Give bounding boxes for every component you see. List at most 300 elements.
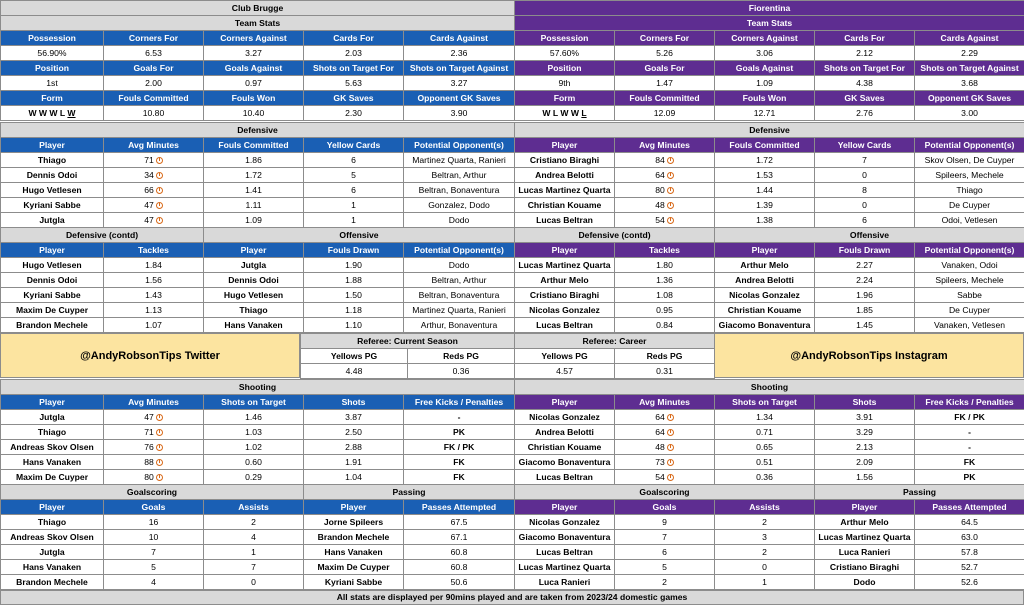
stopwatch-icon — [156, 414, 163, 421]
header-player: Player — [515, 138, 615, 153]
avg-minutes: 64 — [655, 411, 665, 422]
passing-heading: Passing — [304, 485, 515, 500]
tackles: 0.95 — [615, 303, 715, 318]
away-cards-for: 2.12 — [815, 46, 915, 61]
header-player: Player — [715, 243, 815, 258]
header-assists: Assists — [204, 500, 304, 515]
header-player: Player — [1, 500, 104, 515]
potential-opponents: De Cuyper — [915, 303, 1024, 318]
player-name: Andreas Skov Olsen — [1, 530, 104, 545]
table-row — [515, 153, 1024, 168]
player-name: Brandon Mechele — [1, 318, 104, 333]
referee-career-table — [514, 333, 715, 379]
set-pieces: - — [404, 410, 515, 425]
goals: 7 — [615, 530, 715, 545]
career-reds-pg: 0.31 — [615, 364, 715, 379]
player-name: Dodo — [815, 575, 915, 590]
player-name: Arthur Melo — [815, 515, 915, 530]
passes-attempted: 50.6 — [404, 575, 515, 590]
offensive-heading: Offensive — [715, 228, 1024, 243]
avg-minutes: 34 — [144, 169, 154, 180]
avg-minutes-cell — [104, 168, 204, 183]
avg-minutes-cell — [615, 183, 715, 198]
shots-on-target: 0.36 — [715, 470, 815, 485]
player-name: Kyriani Sabbe — [304, 575, 404, 590]
avg-minutes-cell — [615, 213, 715, 228]
player-name: Hans Vanaken — [1, 560, 104, 575]
instagram-promo: @AndyRobsonTips Instagram — [714, 333, 1024, 378]
set-pieces: FK — [915, 455, 1024, 470]
fouls-committed: 1.11 — [204, 198, 304, 213]
home-position: 1st — [1, 76, 104, 91]
goalscoring-heading: Goalscoring — [1, 485, 304, 500]
home-fouls-committed: 10.80 — [104, 106, 204, 121]
table-row — [1, 515, 515, 530]
table-row — [515, 198, 1024, 213]
goals: 10 — [104, 530, 204, 545]
header-goals-for: Goals For — [615, 61, 715, 76]
yellow-cards: 6 — [304, 153, 404, 168]
header-shots: Shots — [815, 395, 915, 410]
fouls-committed: 1.41 — [204, 183, 304, 198]
player-name: Jutgla — [204, 258, 304, 273]
header-opp-gk-saves: Opponent GK Saves — [404, 91, 515, 106]
table-row — [515, 288, 1024, 303]
away-defensive-table — [514, 122, 1024, 228]
player-name: Giacomo Bonaventura — [515, 530, 615, 545]
header-sot-against: Shots on Target Against — [915, 61, 1024, 76]
header-opp-gk-saves: Opponent GK Saves — [915, 91, 1024, 106]
fouls-drawn: 2.27 — [815, 258, 915, 273]
home-goals-against: 0.97 — [204, 76, 304, 91]
table-row — [515, 303, 1024, 318]
goals: 5 — [615, 560, 715, 575]
shots: 2.50 — [304, 425, 404, 440]
stopwatch-icon — [156, 187, 163, 194]
avg-minutes: 73 — [655, 456, 665, 467]
season-reds-pg: 0.36 — [408, 364, 515, 379]
avg-minutes-cell — [615, 153, 715, 168]
home-form-latest: W — [67, 107, 76, 118]
avg-minutes-cell — [104, 455, 204, 470]
avg-minutes-cell — [104, 153, 204, 168]
header-potential-opponents: Potential Opponent(s) — [915, 138, 1024, 153]
potential-opponents: De Cuyper — [915, 198, 1024, 213]
player-name: Cristiano Biraghi — [515, 153, 615, 168]
potential-opponents: Vanaken, Odoi — [915, 258, 1024, 273]
potential-opponents: Dodo — [404, 258, 515, 273]
header-avg-minutes: Avg Minutes — [104, 138, 204, 153]
avg-minutes: 66 — [144, 184, 154, 195]
away-goals-against: 1.09 — [715, 76, 815, 91]
stopwatch-icon — [156, 429, 163, 436]
avg-minutes-cell — [104, 470, 204, 485]
header-potential-opponents: Potential Opponent(s) — [404, 243, 515, 258]
avg-minutes-cell — [615, 198, 715, 213]
player-name: Maxim De Cuyper — [1, 470, 104, 485]
player-name: Christian Kouame — [515, 440, 615, 455]
header-shots: Shots — [304, 395, 404, 410]
header-fouls-committed: Fouls Committed — [715, 138, 815, 153]
header-tackles: Tackles — [615, 243, 715, 258]
header-player: Player — [515, 243, 615, 258]
home-gk-saves: 2.30 — [304, 106, 404, 121]
header-corners-for: Corners For — [615, 31, 715, 46]
avg-minutes-cell — [104, 198, 204, 213]
player-name: Kyriani Sabbe — [1, 198, 104, 213]
yellow-cards: 5 — [304, 168, 404, 183]
avg-minutes: 48 — [655, 199, 665, 210]
header-corners-against: Corners Against — [204, 31, 304, 46]
assists: 0 — [204, 575, 304, 590]
player-name: Jutgla — [1, 545, 104, 560]
player-name: Nicolas Gonzalez — [715, 288, 815, 303]
header-fk-pen: Free Kicks / Penalties — [404, 395, 515, 410]
header-corners-for: Corners For — [104, 31, 204, 46]
assists: 4 — [204, 530, 304, 545]
yellow-cards: 1 — [304, 198, 404, 213]
set-pieces: FK — [404, 470, 515, 485]
fouls-committed: 1.44 — [715, 183, 815, 198]
header-tackles: Tackles — [104, 243, 204, 258]
table-row — [1, 440, 515, 455]
header-goals-against: Goals Against — [715, 61, 815, 76]
avg-minutes: 71 — [144, 154, 154, 165]
home-goals-for: 2.00 — [104, 76, 204, 91]
potential-opponents: Martinez Quarta, Ranieri — [404, 153, 515, 168]
header-fouls-committed: Fouls Committed — [104, 91, 204, 106]
tackles: 1.80 — [615, 258, 715, 273]
home-corners-against: 3.27 — [204, 46, 304, 61]
table-row — [1, 198, 515, 213]
avg-minutes: 54 — [655, 471, 665, 482]
header-yellows-pg: Yellows PG — [515, 349, 615, 364]
table-row — [515, 425, 1024, 440]
potential-opponents: Spileers, Mechele — [915, 273, 1024, 288]
potential-opponents: Beltran, Arthur — [404, 273, 515, 288]
assists: 2 — [715, 545, 815, 560]
shots-on-target: 1.02 — [204, 440, 304, 455]
potential-opponents: Odoi, Vetlesen — [915, 213, 1024, 228]
home-corners-for: 6.53 — [104, 46, 204, 61]
home-team-name: Club Brugge — [1, 1, 515, 16]
avg-minutes: 48 — [655, 441, 665, 452]
away-possession: 57.60% — [515, 46, 615, 61]
player-name: Jorne Spileers — [304, 515, 404, 530]
defensive-contd-heading: Defensive (contd) — [1, 228, 204, 243]
header-sot-against: Shots on Target Against — [404, 61, 515, 76]
stopwatch-icon — [667, 172, 674, 179]
player-name: Dennis Odoi — [204, 273, 304, 288]
player-name: Kyriani Sabbe — [1, 288, 104, 303]
header-goals: Goals — [104, 500, 204, 515]
home-cards-for: 2.03 — [304, 46, 404, 61]
player-name: Andrea Belotti — [515, 425, 615, 440]
passes-attempted: 67.1 — [404, 530, 515, 545]
avg-minutes: 76 — [144, 441, 154, 452]
header-player: Player — [1, 138, 104, 153]
player-name: Maxim De Cuyper — [304, 560, 404, 575]
fouls-drawn: 1.96 — [815, 288, 915, 303]
table-row — [1, 258, 515, 273]
passes-attempted: 57.8 — [915, 545, 1024, 560]
table-row — [515, 318, 1024, 333]
player-name: Lucas Martinez Quarta — [515, 258, 615, 273]
avg-minutes-cell — [615, 455, 715, 470]
player-name: Dennis Odoi — [1, 168, 104, 183]
team-stats-heading: Team Stats — [515, 16, 1024, 31]
shots: 2.09 — [815, 455, 915, 470]
fouls-committed: 1.53 — [715, 168, 815, 183]
header-avg-minutes: Avg Minutes — [615, 138, 715, 153]
player-name: Thiago — [204, 303, 304, 318]
header-player: Player — [204, 243, 304, 258]
home-possession: 56.90% — [1, 46, 104, 61]
header-goals-for: Goals For — [104, 61, 204, 76]
home-tackles-offensive-table — [0, 227, 515, 333]
fouls-committed: 1.86 — [204, 153, 304, 168]
header-sot-for: Shots on Target For — [304, 61, 404, 76]
referee-career-heading: Referee: Career — [515, 334, 715, 349]
player-name: Lucas Beltran — [515, 545, 615, 560]
avg-minutes: 71 — [144, 426, 154, 437]
table-row — [515, 410, 1024, 425]
table-row — [1, 425, 515, 440]
tackles: 1.08 — [615, 288, 715, 303]
table-row — [1, 545, 515, 560]
player-name: Lucas Beltran — [515, 213, 615, 228]
avg-minutes-cell — [615, 410, 715, 425]
header-sot-for: Shots on Target For — [815, 61, 915, 76]
goals: 7 — [104, 545, 204, 560]
header-fouls-committed: Fouls Committed — [615, 91, 715, 106]
player-name: Hans Vanaken — [1, 455, 104, 470]
table-row — [1, 470, 515, 485]
shots-on-target: 1.34 — [715, 410, 815, 425]
potential-opponents: Arthur, Bonaventura — [404, 318, 515, 333]
passes-attempted: 52.6 — [915, 575, 1024, 590]
avg-minutes: 54 — [655, 214, 665, 225]
passes-attempted: 63.0 — [915, 530, 1024, 545]
player-name: Lucas Martinez Quarta — [815, 530, 915, 545]
header-potential-opponents: Potential Opponent(s) — [404, 138, 515, 153]
stopwatch-icon — [156, 217, 163, 224]
goalscoring-heading: Goalscoring — [515, 485, 815, 500]
away-shooting-table — [514, 379, 1024, 485]
header-fouls-drawn: Fouls Drawn — [815, 243, 915, 258]
assists: 7 — [204, 560, 304, 575]
table-row — [515, 470, 1024, 485]
table-row — [1, 560, 515, 575]
tackles: 1.07 — [104, 318, 204, 333]
header-cards-for: Cards For — [304, 31, 404, 46]
avg-minutes-cell — [615, 168, 715, 183]
header-goals-against: Goals Against — [204, 61, 304, 76]
shots-on-target: 0.71 — [715, 425, 815, 440]
fouls-drawn: 1.45 — [815, 318, 915, 333]
yellow-cards: 7 — [815, 153, 915, 168]
header-player: Player — [1, 243, 104, 258]
away-form-prior: W L W W — [542, 107, 579, 118]
header-reds-pg: Reds PG — [408, 349, 515, 364]
twitter-promo: @AndyRobsonTips Twitter — [0, 333, 300, 378]
avg-minutes-cell — [615, 470, 715, 485]
avg-minutes: 64 — [655, 426, 665, 437]
set-pieces: PK — [915, 470, 1024, 485]
header-fk-pen: Free Kicks / Penalties — [915, 395, 1024, 410]
player-name: Brandon Mechele — [304, 530, 404, 545]
fouls-drawn: 1.90 — [304, 258, 404, 273]
table-row — [515, 530, 1024, 545]
shots: 3.91 — [815, 410, 915, 425]
stopwatch-icon — [156, 172, 163, 179]
avg-minutes-cell — [104, 440, 204, 455]
player-name: Hugo Vetlesen — [1, 183, 104, 198]
stopwatch-icon — [667, 187, 674, 194]
header-cards-against: Cards Against — [915, 31, 1024, 46]
tackles: 1.36 — [615, 273, 715, 288]
home-form — [1, 106, 104, 121]
stopwatch-icon — [667, 202, 674, 209]
home-sot-against: 3.27 — [404, 76, 515, 91]
header-gk-saves: GK Saves — [304, 91, 404, 106]
header-shots-on-target: Shots on Target — [715, 395, 815, 410]
season-yellows-pg: 4.48 — [301, 364, 408, 379]
fouls-committed: 1.09 — [204, 213, 304, 228]
potential-opponents: Gonzalez, Dodo — [404, 198, 515, 213]
stopwatch-icon — [156, 157, 163, 164]
player-name: Hugo Vetlesen — [204, 288, 304, 303]
player-name: Christian Kouame — [715, 303, 815, 318]
table-row — [515, 213, 1024, 228]
goals: 16 — [104, 515, 204, 530]
tackles: 1.84 — [104, 258, 204, 273]
tackles: 0.84 — [615, 318, 715, 333]
header-player: Player — [304, 500, 404, 515]
away-corners-for: 5.26 — [615, 46, 715, 61]
avg-minutes: 84 — [655, 154, 665, 165]
player-name: Andreas Skov Olsen — [1, 440, 104, 455]
header-fouls-won: Fouls Won — [715, 91, 815, 106]
avg-minutes: 88 — [144, 456, 154, 467]
header-player: Player — [815, 500, 915, 515]
away-cards-against: 2.29 — [915, 46, 1024, 61]
avg-minutes: 64 — [655, 169, 665, 180]
header-passes-attempted: Passes Attempted — [915, 500, 1024, 515]
away-fouls-committed: 12.09 — [615, 106, 715, 121]
player-name: Arthur Melo — [715, 258, 815, 273]
player-name: Andrea Belotti — [515, 168, 615, 183]
player-name: Jutgla — [1, 213, 104, 228]
avg-minutes-cell — [104, 425, 204, 440]
header-assists: Assists — [715, 500, 815, 515]
table-row — [1, 575, 515, 590]
header-corners-against: Corners Against — [715, 31, 815, 46]
table-row — [1, 410, 515, 425]
goals: 4 — [104, 575, 204, 590]
shots-on-target: 1.46 — [204, 410, 304, 425]
avg-minutes: 80 — [144, 471, 154, 482]
career-yellows-pg: 4.57 — [515, 364, 615, 379]
fouls-drawn: 1.85 — [815, 303, 915, 318]
table-row — [1, 455, 515, 470]
passes-attempted: 60.8 — [404, 545, 515, 560]
table-row — [515, 560, 1024, 575]
header-cards-for: Cards For — [815, 31, 915, 46]
assists: 3 — [715, 530, 815, 545]
stopwatch-icon — [156, 202, 163, 209]
potential-opponents: Beltran, Bonaventura — [404, 183, 515, 198]
yellow-cards: 0 — [815, 198, 915, 213]
player-name: Dennis Odoi — [1, 273, 104, 288]
player-name: Hans Vanaken — [204, 318, 304, 333]
shots-on-target: 0.29 — [204, 470, 304, 485]
table-row — [1, 303, 515, 318]
referee-season-heading: Referee: Current Season — [301, 334, 515, 349]
away-form — [515, 106, 615, 121]
potential-opponents: Vanaken, Vetlesen — [915, 318, 1024, 333]
header-yellow-cards: Yellow Cards — [304, 138, 404, 153]
player-name: Brandon Mechele — [1, 575, 104, 590]
player-name: Christian Kouame — [515, 198, 615, 213]
passes-attempted: 64.5 — [915, 515, 1024, 530]
header-position: Position — [1, 61, 104, 76]
potential-opponents: Thiago — [915, 183, 1024, 198]
set-pieces: FK / PK — [404, 440, 515, 455]
home-fouls-won: 10.40 — [204, 106, 304, 121]
header-fouls-committed: Fouls Committed — [204, 138, 304, 153]
table-row — [1, 530, 515, 545]
away-tackles-offensive-table — [514, 227, 1024, 333]
away-goals-passing-table — [514, 484, 1024, 590]
home-goals-passing-table — [0, 484, 515, 590]
table-row — [1, 183, 515, 198]
shooting-heading: Shooting — [1, 380, 515, 395]
shooting-heading: Shooting — [515, 380, 1024, 395]
home-opp-gk-saves: 3.90 — [404, 106, 515, 121]
header-form: Form — [515, 91, 615, 106]
stopwatch-icon — [156, 444, 163, 451]
shots-on-target: 1.03 — [204, 425, 304, 440]
set-pieces: FK / PK — [915, 410, 1024, 425]
set-pieces: - — [915, 425, 1024, 440]
home-form-prior: W W W L — [28, 107, 66, 118]
potential-opponents: Sabbe — [915, 288, 1024, 303]
yellow-cards: 1 — [304, 213, 404, 228]
assists: 1 — [715, 575, 815, 590]
goals: 9 — [615, 515, 715, 530]
header-reds-pg: Reds PG — [615, 349, 715, 364]
header-fouls-won: Fouls Won — [204, 91, 304, 106]
player-name: Cristiano Biraghi — [815, 560, 915, 575]
header-fouls-drawn: Fouls Drawn — [304, 243, 404, 258]
player-name: Giacomo Bonaventura — [515, 455, 615, 470]
stopwatch-icon — [667, 474, 674, 481]
fouls-committed: 1.72 — [715, 153, 815, 168]
header-potential-opponents: Potential Opponent(s) — [915, 243, 1024, 258]
stopwatch-icon — [667, 414, 674, 421]
player-name: Jutgla — [1, 410, 104, 425]
potential-opponents: Beltran, Bonaventura — [404, 288, 515, 303]
table-row — [1, 213, 515, 228]
stopwatch-icon — [156, 474, 163, 481]
stopwatch-icon — [156, 459, 163, 466]
header-yellows-pg: Yellows PG — [301, 349, 408, 364]
table-row — [515, 258, 1024, 273]
fouls-drawn: 1.88 — [304, 273, 404, 288]
table-row — [1, 168, 515, 183]
stopwatch-icon — [667, 459, 674, 466]
